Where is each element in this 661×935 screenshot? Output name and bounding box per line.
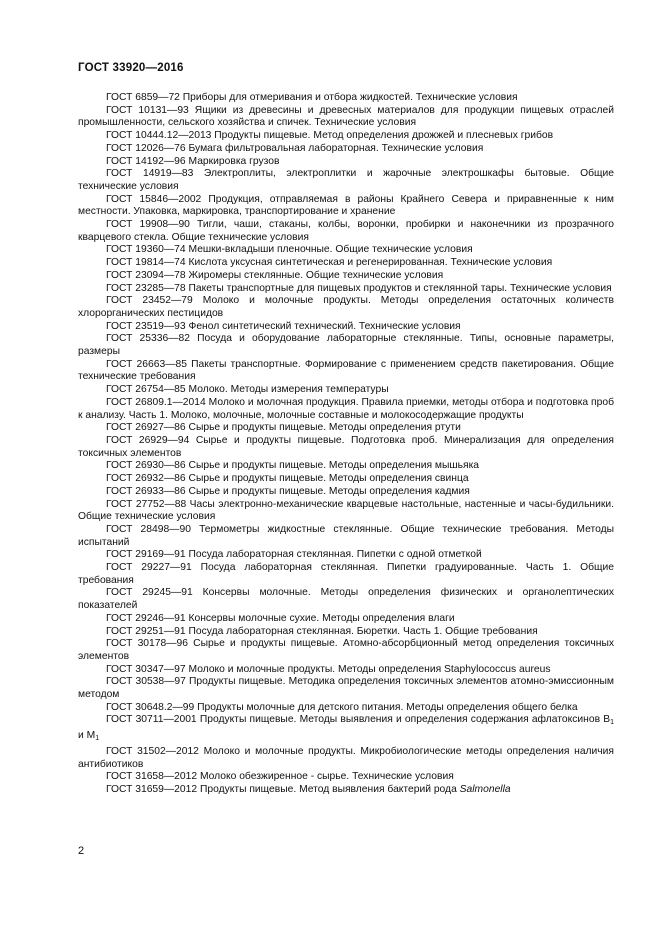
reference-code: ГОСТ 31658—2012 — [106, 771, 198, 783]
reference-code: ГОСТ 14192—96 — [106, 155, 186, 167]
reference-code: ГОСТ 26932—86 — [106, 473, 186, 485]
reference-item — [78, 168, 614, 193]
reference-code: ГОСТ 27752—88 — [106, 498, 187, 510]
reference-title: Продукты пищевые. Методика определения токсичных элементов атомно-эмиссионным методом — [78, 676, 614, 701]
reference-code: ГОСТ 26933—86 — [106, 485, 186, 497]
reference-code: ГОСТ 29246—91 — [106, 612, 186, 624]
reference-code: ГОСТ 30347—97 — [106, 663, 186, 675]
reference-item — [78, 194, 614, 219]
reference-title: Сырье и продукты пищевые. Методы определения мышьяка — [185, 460, 480, 472]
reference-item — [78, 283, 614, 296]
reference-item — [78, 422, 614, 435]
reference-item — [78, 92, 614, 105]
reference-code: ГОСТ 26663—85 — [106, 358, 187, 370]
reference-title: Продукты молочные для детского питания. Методы определения общего белка — [194, 701, 578, 713]
reference-code: ГОСТ 26930—86 — [106, 460, 186, 472]
reference-title: Молоко обезжиренное - сырье. Технические условия — [197, 771, 454, 783]
reference-title: Продукция, отправляемая в районы Крайнего Севера и приравненные к ним местности. Упаковка, маркировка, транспортирование и хранение — [78, 193, 614, 218]
reference-item — [78, 562, 614, 587]
reference-title: Консервы молочные сухие. Методы определения влаги — [185, 612, 455, 624]
reference-item — [78, 156, 614, 169]
reference-code: ГОСТ 30178—96 — [106, 638, 188, 650]
reference-item — [78, 460, 614, 473]
reference-title: Приборы для отмеривания и отбора жидкостей. Технические условия — [179, 92, 518, 103]
reference-code: ГОСТ 31502—2012 — [106, 745, 199, 757]
reference-code: ГОСТ 30538—97 — [106, 676, 186, 688]
reference-item — [78, 130, 614, 143]
reference-code: ГОСТ 19908—90 — [106, 219, 190, 231]
reference-code: ГОСТ 26929—94 — [106, 434, 190, 446]
reference-title: Маркировка грузов — [185, 155, 280, 167]
reference-title: Часы электронно-механические кварцевые настольные, настенные и часы-будильники. Общие технические условия — [78, 498, 614, 523]
reference-title: Пакеты транспортные для пищевых продуктов и стеклянной тары. Технические условия — [185, 282, 612, 294]
reference-title: Жиромеры стеклянные. Общие технические условия — [185, 269, 444, 281]
reference-code: ГОСТ 23285—78 — [106, 282, 186, 294]
subscript: 1 — [610, 719, 614, 727]
reference-item — [78, 384, 614, 397]
reference-code: ГОСТ 31659—2012 — [106, 783, 198, 795]
reference-item — [78, 771, 614, 784]
reference-code: ГОСТ 26927—86 — [106, 422, 186, 434]
reference-code: ГОСТ 23094—78 — [106, 269, 186, 281]
reference-item — [78, 613, 614, 626]
reference-item — [78, 143, 614, 156]
reference-title: Молоко и молочные продукты. Методы определения Staphylococcus aureus — [185, 663, 551, 675]
reference-item — [78, 702, 614, 715]
reference-code: ГОСТ 19814—74 — [106, 257, 186, 269]
reference-title: Мешки-вкладыши пленочные. Общие технические условия — [185, 244, 473, 256]
reference-title: Сырье и продукты пищевые. Подготовка проб. Минерализация для определения токсичных элементов — [78, 434, 614, 459]
reference-code: ГОСТ 10444.12—2013 — [106, 130, 212, 142]
reference-title: Сырье и продукты пищевые. Атомно-абсорбционный метод определения токсичных элементов — [78, 638, 615, 662]
reference-title: Продукты пищевые. Методы выявления и определения содержания афлатоксинов B — [196, 714, 611, 726]
reference-title: Молоко и молочная продукция. Правила приемки, методы отбора и подготовка проб к анализу. Часть 1. Молоко, молочные, молочные составные и молокосодержащие продукты — [78, 396, 614, 421]
reference-title: Пакеты транспортные. Формирование с применением средств пакетирования. Общие технические требования — [78, 358, 614, 383]
reference-code: ГОСТ 15846—2002 — [106, 193, 202, 205]
reference-title: Консервы молочные. Методы определения физических и органолептических показателей — [78, 587, 614, 612]
reference-item — [78, 587, 614, 612]
reference-title: Сырье и продукты пищевые. Методы определения кадмия — [185, 485, 470, 497]
reference-title: Термометры жидкостные стеклянные. Общие технические требования. Методы испытаний — [78, 523, 614, 548]
reference-code: ГОСТ 6859—72 — [106, 92, 180, 103]
reference-item — [78, 244, 614, 257]
reference-title: Тигли, чаши, стаканы, колбы, воронки, пробирки и наконечники из прозрачного кварцевого стекла. Общие технические условия — [78, 219, 614, 243]
reference-item — [78, 270, 614, 283]
reference-title: Продукты пищевые. Метод выявления бактерий рода — [197, 783, 460, 795]
reference-item — [78, 499, 614, 524]
reference-item — [78, 626, 614, 639]
reference-item — [78, 714, 614, 745]
reference-code: ГОСТ 26754—85 — [106, 384, 186, 396]
reference-code: ГОСТ 25336—82 — [106, 333, 190, 345]
document-header: ГОСТ 33920—2016 — [78, 62, 184, 74]
normative-references-list — [78, 92, 614, 797]
reference-title: Посуда лабораторная стеклянная. Пипетки градуированные. Часть 1. Общие требования — [78, 562, 614, 586]
reference-title: Сырье и продукты пищевые. Методы определения ртути — [185, 422, 461, 434]
reference-item — [78, 676, 614, 701]
reference-title-continued: и M — [78, 730, 96, 742]
reference-item — [78, 295, 614, 320]
reference-code: ГОСТ 28498—90 — [106, 523, 191, 535]
reference-item — [78, 473, 614, 486]
reference-item — [78, 321, 614, 334]
reference-code: ГОСТ 14919—83 — [106, 168, 194, 180]
reference-code: ГОСТ 10131—93 — [106, 104, 189, 116]
reference-title: Посуда и оборудование лабораторные стеклянные. Типы, основные параметры, размеры — [78, 333, 615, 358]
reference-code: ГОСТ 19360—74 — [106, 244, 186, 256]
reference-item — [78, 664, 614, 677]
reference-title: Посуда лабораторная стеклянная. Пипетки с одной отметкой — [185, 549, 482, 561]
reference-item — [78, 333, 614, 358]
reference-title: Продукты пищевые. Метод определения дрожжей и плесневых грибов — [211, 130, 554, 142]
reference-code: ГОСТ 30648.2—99 — [106, 701, 195, 713]
reference-item — [78, 359, 614, 384]
reference-code: ГОСТ 12026—76 — [106, 142, 186, 154]
reference-italic-term: Salmonella — [459, 783, 511, 795]
reference-title: Кислота уксусная синтетическая и регенерированная. Технические условия — [185, 257, 553, 269]
reference-item — [78, 486, 614, 499]
reference-title: Электроплиты, электроплитки и жарочные электрошкафы бытовые. Общие технические условия — [78, 168, 615, 192]
reference-title: Посуда лабораторная стеклянная. Бюретки. Часть 1. Общие требования — [185, 625, 538, 637]
reference-item — [78, 435, 614, 460]
reference-title: Молоко и молочные продукты. Микробиологические методы определения наличия антибиотиков — [78, 745, 615, 770]
reference-title: Сырье и продукты пищевые. Методы определения свинца — [185, 473, 469, 485]
page-number: 2 — [78, 845, 85, 857]
reference-item — [78, 105, 614, 130]
reference-code: ГОСТ 29227—91 — [106, 562, 192, 574]
reference-title: Бумага фильтровальная лабораторная. Технические условия — [185, 142, 484, 154]
reference-item — [78, 784, 614, 797]
reference-code: ГОСТ 26809.1—2014 — [106, 396, 206, 408]
reference-code: ГОСТ 30711—2001 — [106, 714, 197, 726]
reference-code: ГОСТ 29245—91 — [106, 587, 193, 599]
reference-item — [78, 549, 614, 562]
reference-item — [78, 397, 614, 422]
reference-title: Фенол синтетический технический. Технические условия — [185, 320, 461, 332]
reference-title: Ящики из древесины и древесных материалов для продукции пищевых отраслей промышленности, сельского хозяйства и спичек. Технические условия — [78, 104, 614, 129]
reference-code: ГОСТ 23519—93 — [106, 320, 186, 332]
reference-code: ГОСТ 29169—91 — [106, 549, 186, 561]
reference-item — [78, 257, 614, 270]
reference-item — [78, 219, 614, 244]
reference-code: ГОСТ 29251—91 — [106, 625, 186, 637]
reference-code: ГОСТ 23452—79 — [106, 295, 193, 307]
subscript: 1 — [95, 735, 100, 743]
reference-title: Молоко. Методы измерения температуры — [185, 384, 389, 396]
reference-item — [78, 746, 614, 771]
reference-item — [78, 524, 614, 549]
reference-item — [78, 638, 614, 663]
reference-title: Молоко и молочные продукты. Методы определения остаточных количеств хлорорганических пестицидов — [78, 295, 614, 319]
